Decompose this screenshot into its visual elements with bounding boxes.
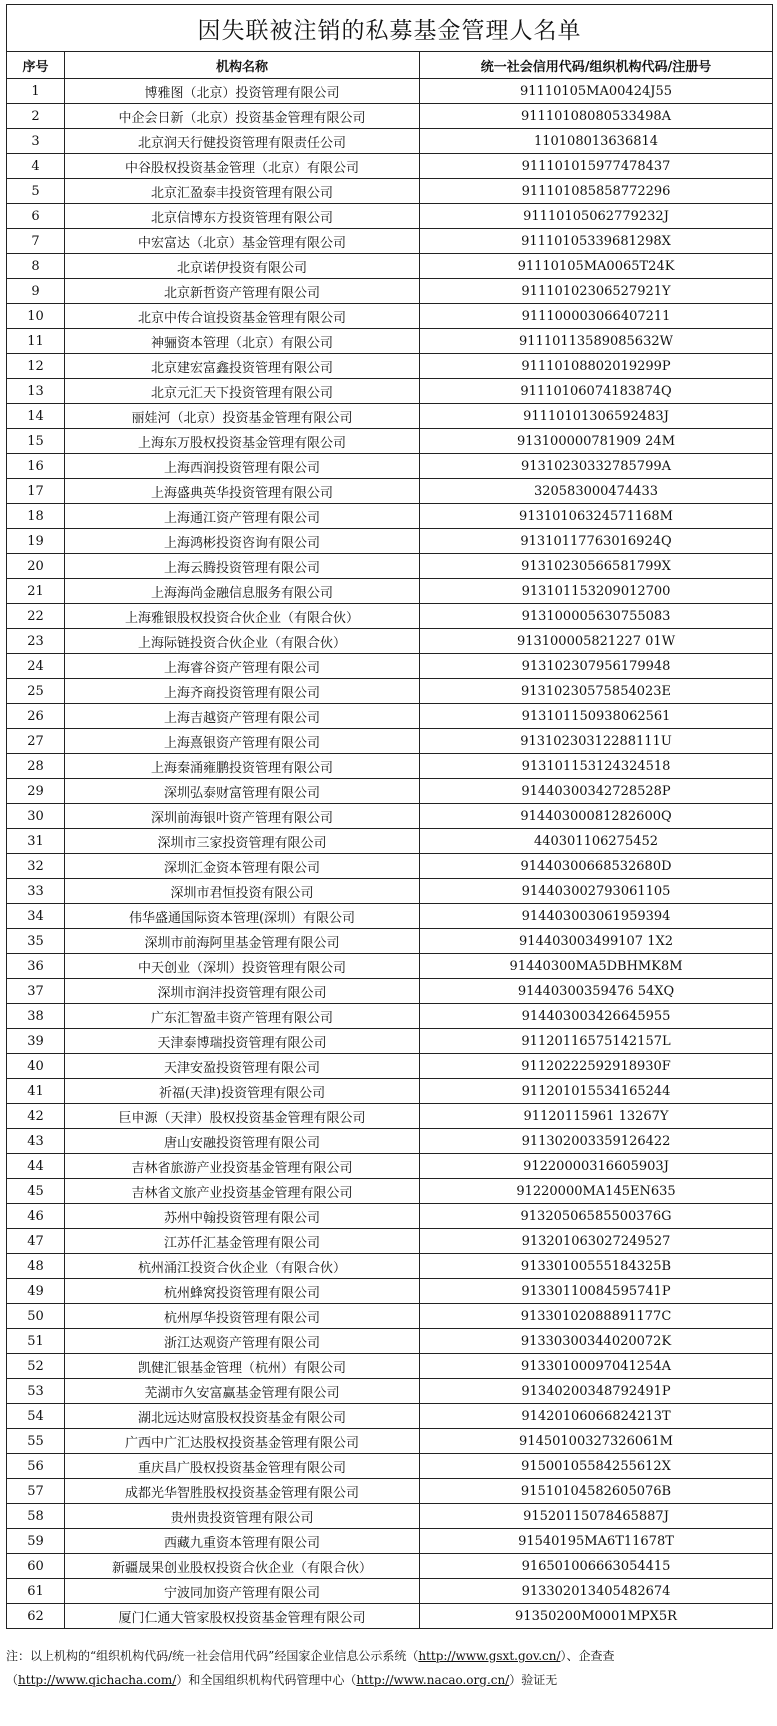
- table-row: [7, 1454, 773, 1479]
- footnote: [6, 1644, 770, 1692]
- cell-name: 唐山安融投资管理有限公司: [65, 1129, 420, 1154]
- cell-no: 60: [7, 1554, 65, 1579]
- cell-no: 1: [7, 79, 65, 104]
- table-row: [7, 154, 773, 179]
- cell-code: 911101085858772296: [420, 179, 773, 204]
- cell-no: 56: [7, 1454, 65, 1479]
- table-row: [7, 1004, 773, 1029]
- cell-no: 35: [7, 929, 65, 954]
- cell-no: 39: [7, 1029, 65, 1054]
- table-row: [7, 429, 773, 454]
- cell-name: 上海秦涌雍鹏投资管理有限公司: [65, 754, 420, 779]
- cell-name: 贵州贵投资管理有限公司: [65, 1504, 420, 1529]
- cell-code: 914403003061959394: [420, 904, 773, 929]
- table-row: [7, 479, 773, 504]
- cell-name: 祈福(天津)投资管理有限公司: [65, 1079, 420, 1104]
- table-row: [7, 1429, 773, 1454]
- cell-name: 杭州蜂窝投资管理有限公司: [65, 1279, 420, 1304]
- cell-no: 46: [7, 1204, 65, 1229]
- table-row: [7, 1229, 773, 1254]
- table-row: [7, 179, 773, 204]
- table-row: [7, 604, 773, 629]
- cell-name: 新疆晟果创业股权投资合伙企业（有限合伙）: [65, 1554, 420, 1579]
- cell-code: 91540195MA6T11678T: [420, 1529, 773, 1554]
- table-row: [7, 1504, 773, 1529]
- cell-no: 61: [7, 1579, 65, 1604]
- cell-code: 91110113589085632W: [420, 329, 773, 354]
- header-code: 统一社会信用代码/组织机构代码/注册号: [420, 52, 773, 79]
- cell-code: 91120116575142157L: [420, 1029, 773, 1054]
- table-row: [7, 1179, 773, 1204]
- cell-name: 北京信博东方投资管理有限公司: [65, 204, 420, 229]
- cell-name: 深圳市君恒投资有限公司: [65, 879, 420, 904]
- table-row: [7, 1054, 773, 1079]
- cell-name: 芜湖市久安富赢基金管理有限公司: [65, 1379, 420, 1404]
- table-row: [7, 1529, 773, 1554]
- cell-code: 91310230575854023E: [420, 679, 773, 704]
- table-row: [7, 1254, 773, 1279]
- cell-code: 914403003499107 1X2: [420, 929, 773, 954]
- table-row: [7, 1279, 773, 1304]
- cell-name: 苏州中翰投资管理有限公司: [65, 1204, 420, 1229]
- cell-name: 上海鸿彬投资咨询有限公司: [65, 529, 420, 554]
- cell-name: 杭州涌江投资合伙企业（有限合伙）: [65, 1254, 420, 1279]
- table-row: [7, 554, 773, 579]
- table-row: [7, 904, 773, 929]
- cell-name: 深圳市三家投资管理有限公司: [65, 829, 420, 854]
- table-row: [7, 704, 773, 729]
- table-row: [7, 229, 773, 254]
- cell-name: 上海际链投资合伙企业（有限合伙）: [65, 629, 420, 654]
- cell-name: 北京元汇天下投资管理有限公司: [65, 379, 420, 404]
- table-row: [7, 529, 773, 554]
- cell-no: 29: [7, 779, 65, 804]
- cell-no: 17: [7, 479, 65, 504]
- table-row: [7, 1479, 773, 1504]
- cell-name: 重庆昌广股权投资基金管理有限公司: [65, 1454, 420, 1479]
- cell-code: 91310230566581799X: [420, 554, 773, 579]
- cell-name: 深圳弘泰财富管理有限公司: [65, 779, 420, 804]
- cell-name: 杭州厚华投资管理有限公司: [65, 1304, 420, 1329]
- cell-name: 上海雅银股权投资合伙企业（有限合伙）: [65, 604, 420, 629]
- cell-code: 91450100327326061M: [420, 1429, 773, 1454]
- cell-code: 91110105062779232J: [420, 204, 773, 229]
- qichacha-link[interactable]: http://www.qichacha.com/: [18, 1673, 177, 1687]
- cell-code: 913101153209012700: [420, 579, 773, 604]
- cell-name: 吉林省旅游产业投资基金管理有限公司: [65, 1154, 420, 1179]
- cell-no: 24: [7, 654, 65, 679]
- cell-no: 52: [7, 1354, 65, 1379]
- cell-no: 18: [7, 504, 65, 529]
- cell-no: 31: [7, 829, 65, 854]
- table-row: [7, 404, 773, 429]
- table-row: [7, 804, 773, 829]
- cell-no: 20: [7, 554, 65, 579]
- cell-no: 53: [7, 1379, 65, 1404]
- cell-no: 34: [7, 904, 65, 929]
- cell-name: 上海齐商投资管理有限公司: [65, 679, 420, 704]
- cell-name: 丽娃河（北京）投资基金管理有限公司: [65, 404, 420, 429]
- gsxt-link[interactable]: http://www.gsxt.gov.cn/: [418, 1649, 561, 1663]
- table-row: [7, 729, 773, 754]
- cell-no: 42: [7, 1104, 65, 1129]
- cell-name: 上海云腾投资管理有限公司: [65, 554, 420, 579]
- cell-name: 天津泰博瑞投资管理有限公司: [65, 1029, 420, 1054]
- cell-no: 36: [7, 954, 65, 979]
- cell-name: 广西中广汇达股权投资基金管理有限公司: [65, 1429, 420, 1454]
- cell-name: 北京润天行健投资管理有限责任公司: [65, 129, 420, 154]
- table-row: [7, 854, 773, 879]
- cell-code: 91310230332785799A: [420, 454, 773, 479]
- cell-no: 14: [7, 404, 65, 429]
- cell-name: 宁波同加资产管理有限公司: [65, 1579, 420, 1604]
- cell-code: 91420106066824213T: [420, 1404, 773, 1429]
- table-row: [7, 254, 773, 279]
- cell-no: 22: [7, 604, 65, 629]
- cell-code: 91350200M0001MPX5R: [420, 1604, 773, 1629]
- cell-code: 911302003359126422: [420, 1129, 773, 1154]
- cell-no: 32: [7, 854, 65, 879]
- table-row: [7, 629, 773, 654]
- cell-no: 23: [7, 629, 65, 654]
- cell-no: 27: [7, 729, 65, 754]
- cell-no: 6: [7, 204, 65, 229]
- cell-name: 北京新哲资产管理有限公司: [65, 279, 420, 304]
- cell-no: 48: [7, 1254, 65, 1279]
- table-row: [7, 654, 773, 679]
- table-row: [7, 679, 773, 704]
- cell-code: 913101150938062561: [420, 704, 773, 729]
- cell-no: 59: [7, 1529, 65, 1554]
- cell-name: 北京中传合谊投资基金管理有限公司: [65, 304, 420, 329]
- cell-no: 11: [7, 329, 65, 354]
- cell-name: 上海东万股权投资基金管理有限公司: [65, 429, 420, 454]
- cell-no: 2: [7, 104, 65, 129]
- cell-code: 911201015534165244: [420, 1079, 773, 1104]
- cell-name: 湖北远达财富股权投资基金有限公司: [65, 1404, 420, 1429]
- table-row: [7, 979, 773, 1004]
- cell-code: 91440300MA5DBHMK8M: [420, 954, 773, 979]
- cell-no: 51: [7, 1329, 65, 1354]
- table-row: [7, 829, 773, 854]
- table-row: [7, 504, 773, 529]
- cell-name: 中谷股权投资基金管理（北京）有限公司: [65, 154, 420, 179]
- cell-code: 914403002793061105: [420, 879, 773, 904]
- cell-no: 49: [7, 1279, 65, 1304]
- cell-no: 25: [7, 679, 65, 704]
- cell-name: 上海盛典英华投资管理有限公司: [65, 479, 420, 504]
- cell-name: 中天创业（深圳）投资管理有限公司: [65, 954, 420, 979]
- table-row: [7, 329, 773, 354]
- table-row: [7, 454, 773, 479]
- cell-code: 91110105339681298X: [420, 229, 773, 254]
- table-row: [7, 1129, 773, 1154]
- cell-name: 凯健汇银基金管理（杭州）有限公司: [65, 1354, 420, 1379]
- cell-code: 91510104582605076B: [420, 1479, 773, 1504]
- cell-name: 深圳前海银叶资产管理有限公司: [65, 804, 420, 829]
- cell-name: 上海西润投资管理有限公司: [65, 454, 420, 479]
- footnote-mid2: ）和全国组织机构代码管理中心（: [176, 1673, 357, 1687]
- cell-name: 西藏九重资本管理有限公司: [65, 1529, 420, 1554]
- table-header-row: [7, 52, 773, 79]
- nacao-link[interactable]: http://www.nacao.org.cn/: [356, 1673, 510, 1687]
- header-name: 机构名称: [65, 52, 420, 79]
- table-row: [7, 1329, 773, 1354]
- cell-no: 5: [7, 179, 65, 204]
- cell-name: 吉林省文旅产业投资基金管理有限公司: [65, 1179, 420, 1204]
- table-title: 因失联被注销的私募基金管理人名单: [7, 5, 773, 52]
- table-row: [7, 1154, 773, 1179]
- cell-code: 91110102306527921Y: [420, 279, 773, 304]
- cell-name: 巨申源（天津）股权投资基金管理有限公司: [65, 1104, 420, 1129]
- cell-code: 91110101306592483J: [420, 404, 773, 429]
- cell-code: 91330100097041254A: [420, 1354, 773, 1379]
- cell-no: 28: [7, 754, 65, 779]
- cell-no: 43: [7, 1129, 65, 1154]
- table-row: [7, 304, 773, 329]
- table-row: [7, 879, 773, 904]
- table-row: [7, 79, 773, 104]
- cell-name: 神骊资本管理（北京）有限公司: [65, 329, 420, 354]
- cell-code: 110108013636814: [420, 129, 773, 154]
- cell-no: 40: [7, 1054, 65, 1079]
- cell-no: 44: [7, 1154, 65, 1179]
- cell-no: 19: [7, 529, 65, 554]
- cell-code: 911100003066407211: [420, 304, 773, 329]
- table-row: [7, 1079, 773, 1104]
- cell-code: 913101153124324518: [420, 754, 773, 779]
- table-row: [7, 1379, 773, 1404]
- cell-no: 30: [7, 804, 65, 829]
- cell-code: 91220000MA145EN635: [420, 1179, 773, 1204]
- cell-name: 上海海尚金融信息服务有限公司: [65, 579, 420, 604]
- table-row: [7, 1029, 773, 1054]
- cell-name: 中企会日新（北京）投资基金管理有限公司: [65, 104, 420, 129]
- cell-name: 上海熹银资产管理有限公司: [65, 729, 420, 754]
- cell-no: 9: [7, 279, 65, 304]
- cell-name: 广东汇智盈丰资产管理有限公司: [65, 1004, 420, 1029]
- cell-code: 91440300668532680D: [420, 854, 773, 879]
- table-row: [7, 1304, 773, 1329]
- cell-code: 91110105MA0065T24K: [420, 254, 773, 279]
- cell-code: 913100000781909 24M: [420, 429, 773, 454]
- cell-name: 上海吉越资产管理有限公司: [65, 704, 420, 729]
- cell-code: 916501006663054415: [420, 1554, 773, 1579]
- cell-name: 北京建宏富鑫投资管理有限公司: [65, 354, 420, 379]
- cell-code: 91320506585500376G: [420, 1204, 773, 1229]
- table-row: [7, 779, 773, 804]
- cell-code: 91110108080533498A: [420, 104, 773, 129]
- cell-no: 45: [7, 1179, 65, 1204]
- cell-code: 91500105584255612X: [420, 1454, 773, 1479]
- cell-code: 91310230312288111U: [420, 729, 773, 754]
- table-row: [7, 354, 773, 379]
- table-row: [7, 1554, 773, 1579]
- cell-no: 10: [7, 304, 65, 329]
- cell-code: 91110105MA00424J55: [420, 79, 773, 104]
- cell-no: 50: [7, 1304, 65, 1329]
- cell-code: 913100005630755083: [420, 604, 773, 629]
- table-row: [7, 1354, 773, 1379]
- cell-code: 91330110084595741P: [420, 1279, 773, 1304]
- table-row: [7, 579, 773, 604]
- table-row: [7, 954, 773, 979]
- table-row: [7, 104, 773, 129]
- cell-no: 57: [7, 1479, 65, 1504]
- footnote-prefix: 注：以上机构的“组织机构代码/统一社会信用代码”经国家企业信息公示系统（: [6, 1649, 419, 1663]
- cell-no: 7: [7, 229, 65, 254]
- cell-no: 4: [7, 154, 65, 179]
- table-row: [7, 129, 773, 154]
- cell-code: 91440300081282600Q: [420, 804, 773, 829]
- cell-code: 91330100555184325B: [420, 1254, 773, 1279]
- cell-code: 320583000474433: [420, 479, 773, 504]
- cell-code: 91310106324571168M: [420, 504, 773, 529]
- cell-code: 91330300344020072K: [420, 1329, 773, 1354]
- cell-no: 3: [7, 129, 65, 154]
- table-row: [7, 379, 773, 404]
- cell-code: 91340200348792491P: [420, 1379, 773, 1404]
- cell-no: 41: [7, 1079, 65, 1104]
- cell-no: 21: [7, 579, 65, 604]
- cell-code: 91440300342728528P: [420, 779, 773, 804]
- cell-code: 914403003426645955: [420, 1004, 773, 1029]
- cell-name: 博雅图（北京）投资管理有限公司: [65, 79, 420, 104]
- table-row: [7, 1604, 773, 1629]
- cell-name: 深圳市润沣投资管理有限公司: [65, 979, 420, 1004]
- cell-no: 38: [7, 1004, 65, 1029]
- cell-code: 91120222592918930F: [420, 1054, 773, 1079]
- header-no: 序号: [7, 52, 65, 79]
- cell-name: 天津安盈投资管理有限公司: [65, 1054, 420, 1079]
- cell-name: 深圳汇金资本管理有限公司: [65, 854, 420, 879]
- cell-no: 62: [7, 1604, 65, 1629]
- table-row: [7, 1579, 773, 1604]
- cell-no: 13: [7, 379, 65, 404]
- cell-no: 8: [7, 254, 65, 279]
- cell-name: 深圳市前海阿里基金管理有限公司: [65, 929, 420, 954]
- cell-code: 91120115961 13267Y: [420, 1104, 773, 1129]
- cell-no: 33: [7, 879, 65, 904]
- footnote-suffix: ）验证无: [509, 1673, 558, 1687]
- cell-name: 上海通江资产管理有限公司: [65, 504, 420, 529]
- cell-code: 91330102088891177C: [420, 1304, 773, 1329]
- cell-name: 成都光华智胜股权投资基金管理有限公司: [65, 1479, 420, 1504]
- table-row: [7, 1104, 773, 1129]
- cell-code: 91310117763016924Q: [420, 529, 773, 554]
- cell-no: 58: [7, 1504, 65, 1529]
- table-row: [7, 754, 773, 779]
- cell-no: 16: [7, 454, 65, 479]
- cell-code: 91220000316605903J: [420, 1154, 773, 1179]
- manager-list-table: [6, 4, 773, 1629]
- cell-code: 911101015977478437: [420, 154, 773, 179]
- table-row: [7, 204, 773, 229]
- cell-name: 江苏仟汇基金管理有限公司: [65, 1229, 420, 1254]
- cell-code: 91110108802019299P: [420, 354, 773, 379]
- cell-name: 伟华盛通国际资本管理(深圳）有限公司: [65, 904, 420, 929]
- table-row: [7, 1204, 773, 1229]
- cell-no: 15: [7, 429, 65, 454]
- cell-name: 浙江达观资产管理有限公司: [65, 1329, 420, 1354]
- cell-name: 北京汇盈泰丰投资管理有限公司: [65, 179, 420, 204]
- cell-name: 中宏富达（北京）基金管理有限公司: [65, 229, 420, 254]
- cell-code: 913201063027249527: [420, 1229, 773, 1254]
- cell-name: 北京诺伊投资有限公司: [65, 254, 420, 279]
- cell-code: 913102307956179948: [420, 654, 773, 679]
- table-row: [7, 279, 773, 304]
- cell-code: 440301106275452: [420, 829, 773, 854]
- cell-code: 91440300359476 54XQ: [420, 979, 773, 1004]
- cell-no: 12: [7, 354, 65, 379]
- cell-no: 54: [7, 1404, 65, 1429]
- footnote-mid1: ）、企查查（: [6, 1649, 615, 1687]
- cell-no: 47: [7, 1229, 65, 1254]
- cell-code: 913100005821227 01W: [420, 629, 773, 654]
- cell-name: 上海睿谷资产管理有限公司: [65, 654, 420, 679]
- table-row: [7, 929, 773, 954]
- cell-no: 55: [7, 1429, 65, 1454]
- cell-no: 26: [7, 704, 65, 729]
- cell-code: 913302013405482674: [420, 1579, 773, 1604]
- table-row: [7, 1404, 773, 1429]
- cell-name: 厦门仁通大管家股权投资基金管理有限公司: [65, 1604, 420, 1629]
- cell-code: 91520115078465887J: [420, 1504, 773, 1529]
- cell-no: 37: [7, 979, 65, 1004]
- cell-code: 91110106074183874Q: [420, 379, 773, 404]
